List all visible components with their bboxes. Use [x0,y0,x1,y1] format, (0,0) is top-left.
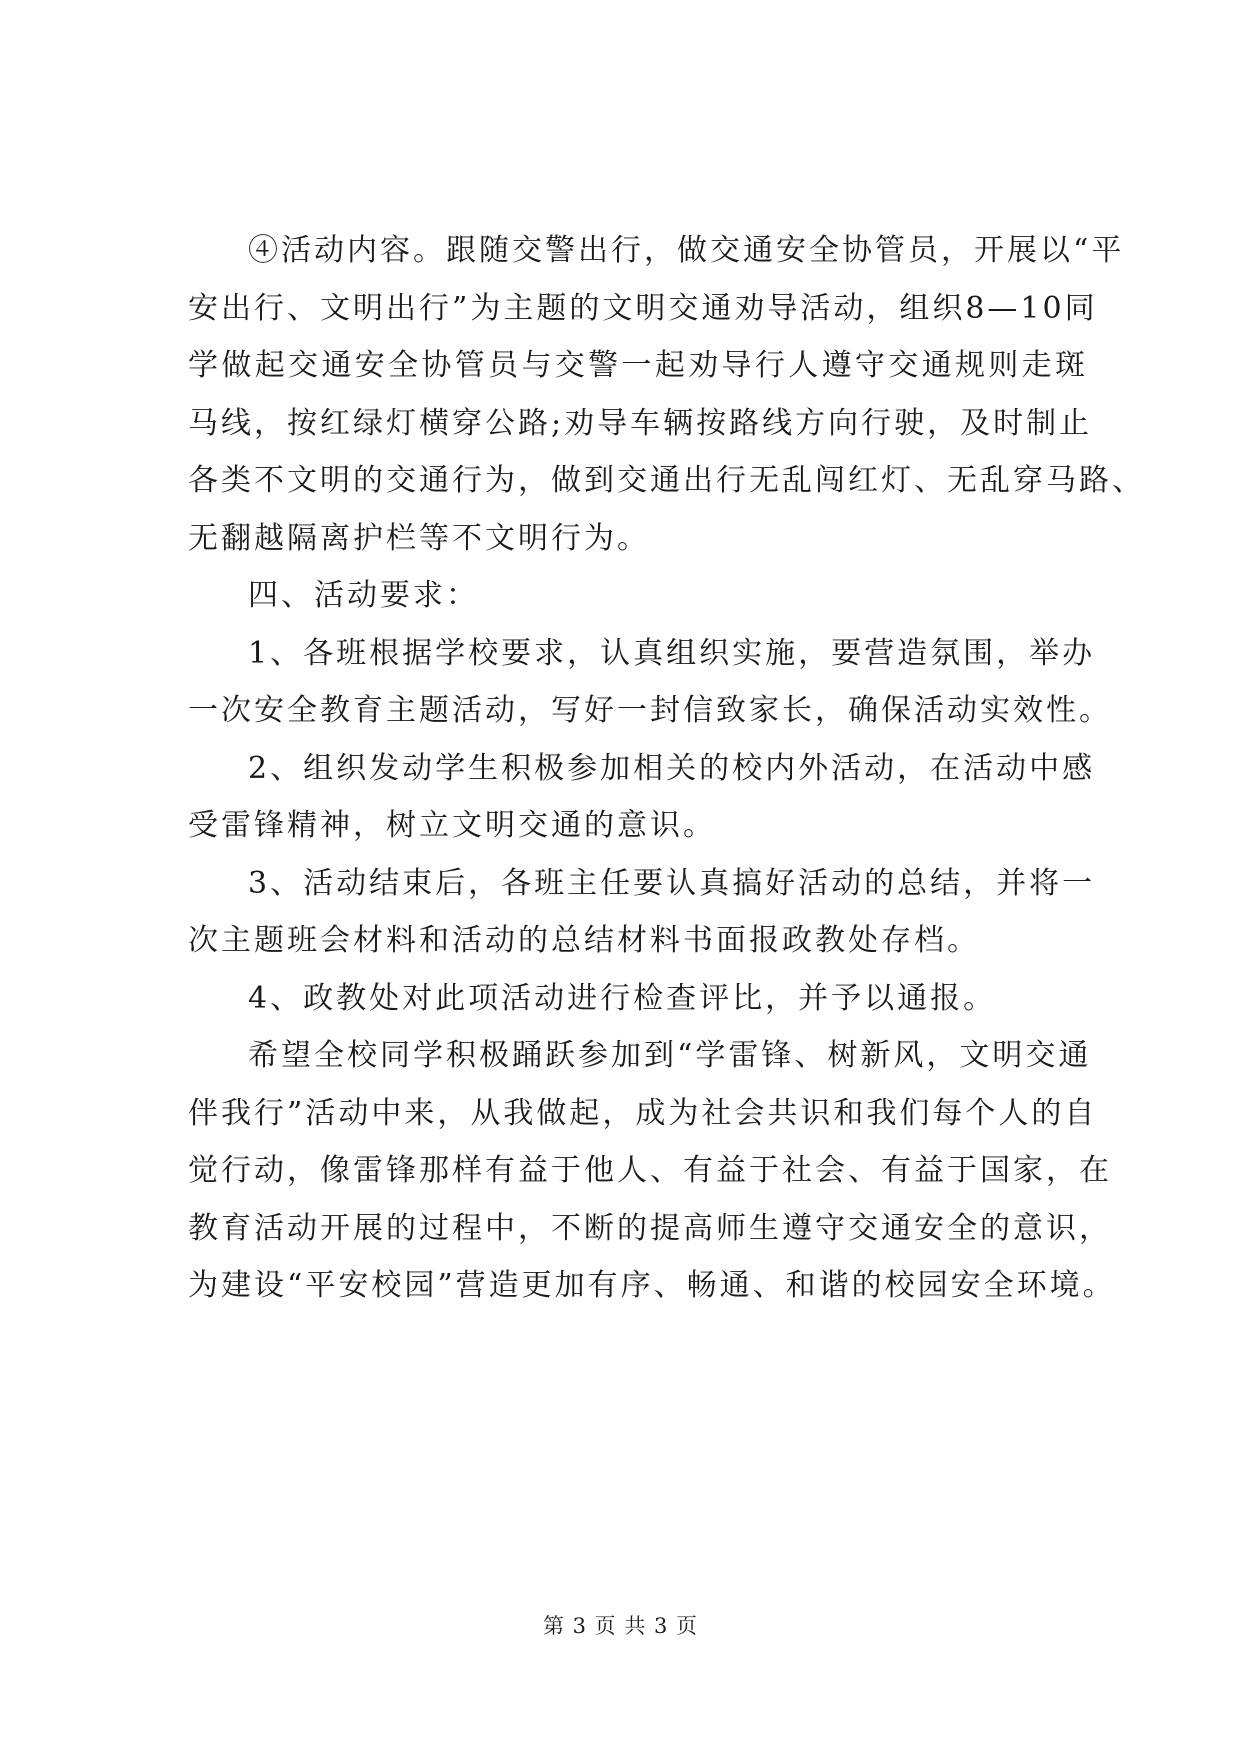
text-line: 2、组织发动学生积极参加相关的校内外活动，在活动中感 [248,750,1096,786]
text-line: 3、活动结束后，各班主任要认真搞好活动的总结，并将一 [248,865,1096,901]
text-line: 马线，按红绿灯横穿公路;劝导车辆按路线方向行驶，及时制止 [188,405,1093,441]
text-line: 为建设“平安校园”营造更加有序、畅通、和谐的校园安全环境。 [188,1268,1116,1303]
paragraph-requirement-1 [188,625,1112,740]
paragraph-requirement-3 [188,855,1096,970]
section-heading-requirements [188,567,1088,625]
text-line: 各类不文明的交通行为，做到交通出行无乱闯红灯、无乱穿马路、 [188,463,1145,498]
text-line: 觉行动，像雷锋那样有益于他人、有益于社会、有益于国家，在 [188,1153,1112,1188]
text-line: 伴我行”活动中来，从我做起，成为社会共识和我们每个人的自 [188,1095,1098,1131]
paragraph-requirement-2 [188,740,1096,855]
text-line: ④活动内容。跟随交警出行，做交通安全协管员，开展以“平 [248,233,1125,268]
text-line: 次主题班会材料和活动的总结材料书面报政教处存档。 [188,923,980,958]
text-line: 受雷锋精神，树立文明交通的意识。 [188,808,716,843]
paragraph-activity-content [188,222,1145,567]
text-line: 安出行、文明出行”为主题的文明交通劝导活动，组织8—10同 [188,290,1098,326]
text-line: 一次安全教育主题活动，写好一封信致家长，确保活动实效性。 [188,693,1112,728]
text-line: 学做起交通安全协管员与交警一起劝导行人遵守交通规则走斑 [188,348,1088,383]
document-body [188,222,1145,1315]
text-line: 教育活动开展的过程中，不断的提高师生遵守交通安全的意识， [188,1210,1112,1246]
text-line: 1、各班根据学校要求，认真组织实施，要营造氛围，举办 [248,635,1096,671]
text-line: 希望全校同学积极踊跃参加到“学雷锋、树新风，文明交通 [248,1038,1092,1073]
page-footer: 第 3 页 共 3 页 [542,1614,699,1638]
paragraph-requirement-4 [188,970,1088,1028]
text-line: 4、政教处对此项活动进行检查评比，并予以通报。 [248,980,997,1016]
paragraph-closing [188,1027,1116,1315]
text-line: 无翻越隔离护栏等不文明行为。 [188,520,650,556]
heading-line: 四、活动要求： [248,578,479,613]
